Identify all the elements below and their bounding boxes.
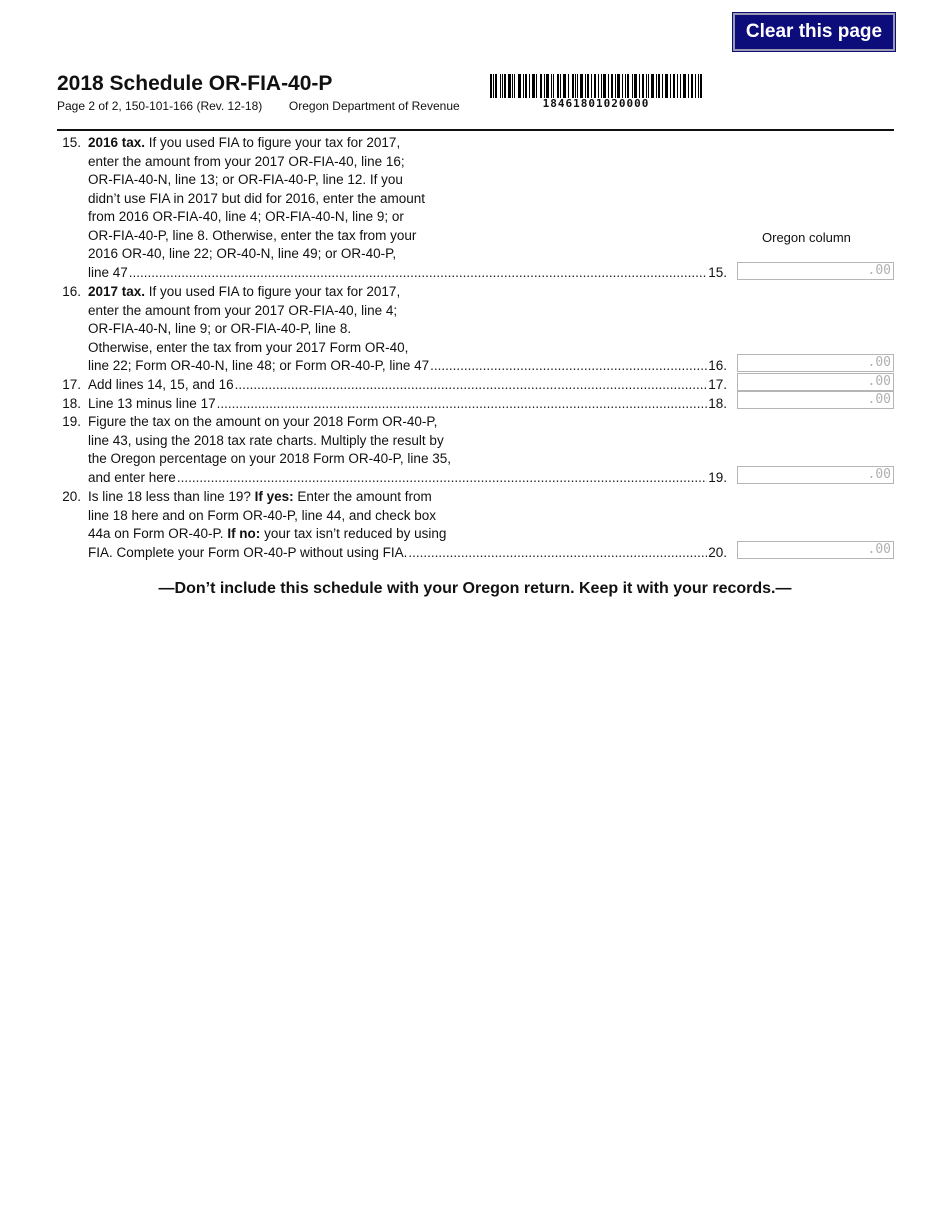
line-ref: 19. (708, 469, 727, 485)
line-15 (57, 134, 727, 284)
header-divider (57, 129, 894, 131)
line-number: 19. (62, 414, 81, 429)
line-text: line 18 here and on Form OR-40-P, line 44, and check box (88, 507, 436, 523)
line-number: 15. (62, 135, 81, 150)
line-text: If you used FIA to figure your tax for 2017, (145, 284, 401, 299)
line-text: Otherwise, enter the tax from your 2017 Form OR-40, (88, 339, 409, 355)
line-ref: 20. (708, 544, 727, 560)
line-18-amount-field[interactable]: .00 (737, 391, 894, 409)
line-text: line 47 (88, 264, 128, 280)
line-number: 20. (62, 489, 81, 504)
line-ref: 17. (708, 377, 727, 392)
footer-note: —Don’t include this schedule with your Oregon return. Keep it with your records.— (158, 580, 792, 597)
line-heading: 2016 tax. (88, 135, 146, 150)
line-text: line 22; Form OR-40-N, line 48; or Form OR-40-P, line 47 (88, 358, 430, 373)
line-text: 44a on Form OR-40-P. (88, 526, 228, 541)
line-number: 16. (62, 284, 81, 299)
line-text: and enter here (88, 469, 176, 485)
line-text: OR-FIA-40-N, line 9; or OR-FIA-40-P, line 8. (88, 321, 352, 336)
clear-page-button[interactable]: Clear this page (733, 13, 895, 51)
line-17-amount-field[interactable]: .00 (737, 373, 894, 391)
barcode-number: 18461801020000 (542, 97, 650, 110)
line-17 (57, 376, 727, 395)
line-ref: 15. (708, 264, 727, 280)
line-20 (57, 488, 727, 563)
line-text: Enter the amount from (293, 489, 432, 504)
line-text: OR-FIA-40-P, line 8. Otherwise, enter the tax from your (88, 227, 417, 243)
line-text: enter the amount from your 2017 OR-FIA-40, line 16; (88, 153, 405, 169)
line-text: your tax isn’t reduced by using (260, 526, 447, 541)
line-text: Figure the tax on the amount on your 2018 Form OR-40-P, (88, 414, 438, 429)
line-19 (57, 413, 727, 488)
line-text: Add lines 14, 15, and 16 (88, 377, 234, 392)
line-text: OR-FIA-40-N, line 13; or OR-FIA-40-P, line 12. If you (88, 172, 403, 187)
line-text: the Oregon percentage on your 2018 Form OR-40-P, line 35, (88, 451, 451, 466)
line-20-amount-field[interactable]: .00 (737, 541, 894, 559)
form-subtitle: Page 2 of 2, 150-101-166 (Rev. 12-18) Oregon Department of Revenue (57, 99, 460, 113)
line-18 (57, 395, 727, 414)
line-19-amount-field[interactable]: .00 (737, 466, 894, 484)
line-heading: If yes: (254, 489, 294, 504)
line-text: If you used FIA to figure your tax for 2017, (145, 135, 401, 150)
dot-leader (430, 357, 707, 376)
dot-leader (408, 544, 707, 563)
line-16-amount-field[interactable]: .00 (737, 354, 894, 372)
oregon-column-header: Oregon column (762, 230, 851, 245)
form-title: 2018 Schedule OR-FIA-40-P (57, 72, 333, 95)
line-text: Line 13 minus line 17 (88, 396, 216, 411)
line-text: line 43, using the 2018 tax rate charts. Multiply the result by (88, 432, 444, 448)
line-text: FIA. Complete your Form OR-40-P without using FIA. (88, 544, 408, 560)
dot-leader (235, 376, 708, 395)
line-16 (57, 283, 727, 376)
line-text: Is line 18 less than line 19? (88, 489, 255, 504)
line-ref: 18. (708, 396, 727, 411)
dot-leader (129, 264, 707, 283)
line-heading: 2017 tax. (88, 284, 146, 299)
line-number: 18. (62, 396, 81, 411)
line-number: 17. (62, 377, 81, 392)
line-text: from 2016 OR-FIA-40, line 4; OR-FIA-40-N, line 9; or (88, 209, 404, 224)
line-15-amount-field[interactable]: .00 (737, 262, 894, 280)
barcode-image (490, 74, 702, 98)
dot-leader (177, 469, 707, 488)
line-ref: 16. (708, 358, 727, 373)
line-heading: If no: (227, 526, 261, 541)
line-text: 2016 OR-40, line 22; OR-40-N, line 49; or OR-40-P, (88, 246, 397, 261)
dot-leader (217, 395, 708, 414)
line-text: didn’t use FIA in 2017 but did for 2016, enter the amount (88, 190, 425, 206)
line-text: enter the amount from your 2017 OR-FIA-40, line 4; (88, 302, 398, 318)
